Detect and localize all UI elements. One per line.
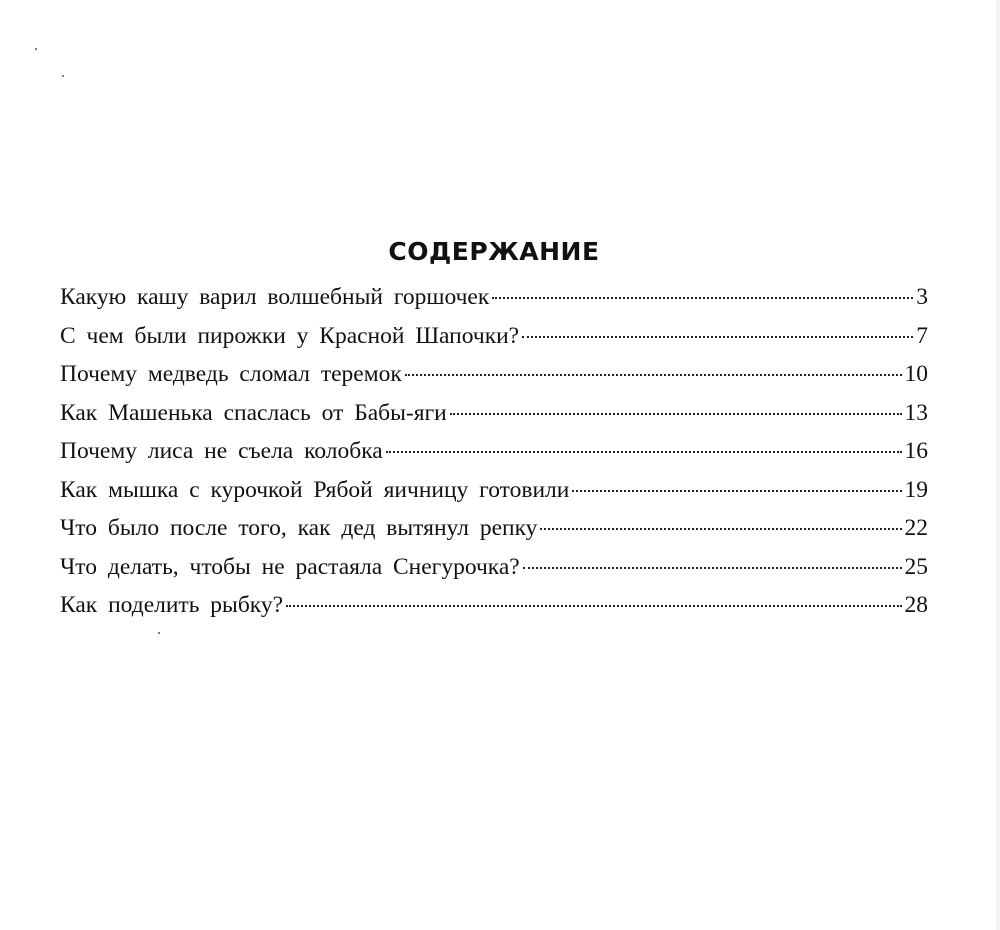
toc-entry-page: 19 — [904, 476, 928, 503]
toc-entry-title: Как мышка с курочкой Рябой яичницу готовили — [60, 476, 570, 503]
toc-entry-title: Что делать, чтобы не растаяла Снегурочка? — [60, 553, 520, 580]
dot-leader — [540, 528, 901, 530]
toc-entry-title: Что было после того, как дед вытянул репку — [60, 515, 538, 541]
toc-entry[interactable] — [60, 434, 928, 473]
toc-entry-title: Как поделить рыбку? — [60, 592, 284, 618]
print-speck — [158, 632, 160, 634]
toc-entry-page: 16 — [904, 438, 928, 464]
toc-entry-title: Почему лиса не съела колобка — [60, 438, 383, 464]
toc-entry[interactable] — [60, 511, 928, 550]
toc-entry-title: Почему медведь сломал теремок — [60, 361, 402, 387]
dot-leader — [522, 336, 913, 338]
dot-leader — [405, 374, 902, 376]
toc-entry[interactable] — [60, 280, 928, 319]
page-edge — [996, 0, 1000, 930]
toc-entry-page: 13 — [904, 399, 928, 426]
toc-entry-title: Какую кашу варил волшебный горшочек — [60, 284, 490, 310]
dot-leader — [492, 297, 913, 299]
toc-entry-page: 22 — [904, 515, 928, 541]
toc-entry[interactable] — [60, 319, 928, 358]
contents-heading: СОДЕРЖАНИЕ — [388, 236, 600, 266]
toc-entry-page: 7 — [916, 322, 928, 349]
toc-entry-page: 3 — [916, 284, 928, 310]
toc-entry-title: С чем были пирожки у Красной Шапочки? — [60, 322, 520, 349]
toc-entry[interactable] — [60, 396, 928, 435]
toc-entry[interactable] — [60, 550, 928, 589]
dot-leader — [386, 451, 902, 453]
dot-leader — [286, 605, 901, 607]
toc-entry[interactable] — [60, 357, 928, 396]
toc-entry-page: 25 — [904, 553, 928, 580]
print-speck — [35, 48, 37, 50]
dot-leader — [523, 567, 902, 569]
toc-entry[interactable] — [60, 473, 928, 512]
toc-entry-page: 28 — [904, 592, 928, 618]
dot-leader — [572, 490, 901, 492]
toc-entry[interactable] — [60, 588, 928, 627]
toc-entry-title: Как Машенька спаслась от Бабы-яги — [60, 399, 447, 426]
table-of-contents — [60, 280, 928, 627]
dot-leader — [450, 413, 902, 415]
print-speck — [62, 75, 64, 77]
toc-entry-page: 10 — [904, 361, 928, 387]
